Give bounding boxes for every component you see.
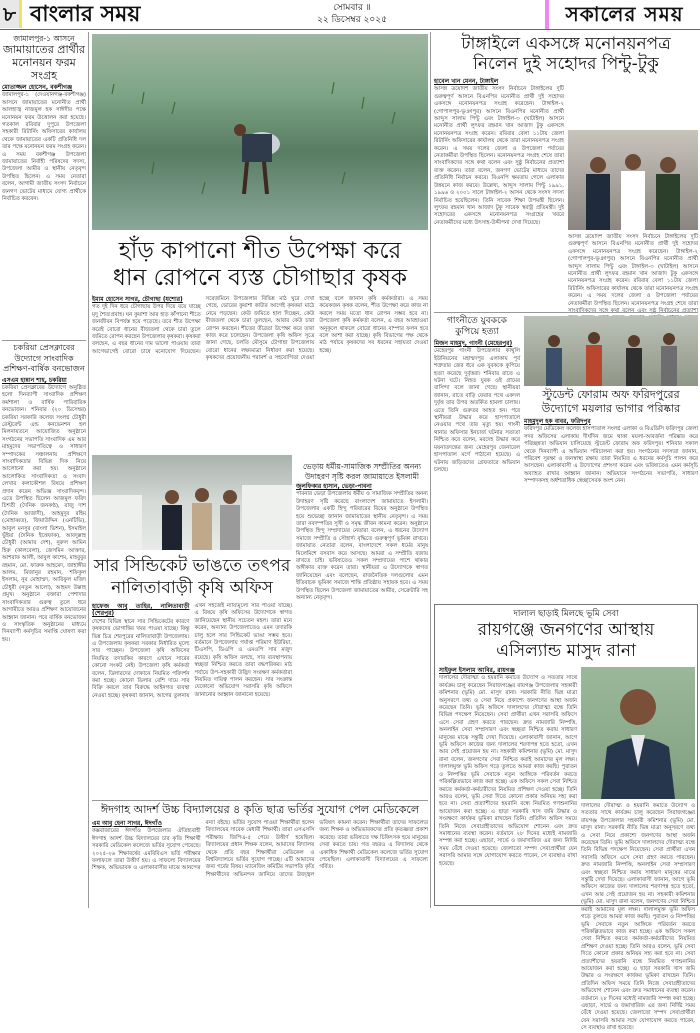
article-byline: ইমাম হোসেন সাগর, চৌগাছা (যশোর) [92, 296, 183, 303]
portrait-illustration [581, 667, 695, 799]
article-body: দালালের দৌরাত্ম্য ও হয়রানি কমাতে উদ্যোগ ও সততার সাথে কার্যক্রম চালু করেছেন সিরাজগঞ্জের রায়গঞ্জ উপজেলার সহকারী কমিশনার (ভূমি) মো. মাসুদ রানা। সরকারি নীতি ভিন্ন মাত্রা অনুসরণে তথ্য ও সেবা নিয়ে প্রকাশ্যে জনগণের আস্থা অর্জন করেছেন তিনি। ভূমি অফিসে দালালদের দৌরাত্ম্য বন্ধে তিনি বিভিন্ন পদক্ষেপ নিয়েছেন। সেবা প্রার্থীরা এখন সরাসরি অফিসে এসে সেবা গ্রহণ করতে পারছেন। দ্রুত নামজারি নিষ্পত্তি, অনলাইন সেবা সম্প্রসারণ এবং স্বচ্ছতা নিশ্চিত করায় সাধারণ মানুষের মাঝে সন্তুষ্টি দেখা দিয়েছে। এলাকাবাসী জানান, আগে ভূমি অফিসে কাজের জন্য দালালের শরণাপন্ন হতে হতো, এখন আর সেই প্রয়োজন হয় না। সহকারী কমিশনার (ভূমি) মো. মাসুদ রানা বলেন, জনগণের সেবা নিশ্চিত করাই আমাদের মূল লক্ষ্য। দালালমুক্ত ভূমি অফিস গড়ে তুলতে আমরা কাজ করছি। পুরাতন ও নিষ্পত্তির ভূমি সেবাকে নতুন আঙ্গিকে পরিবর্তন করতে পরিকল্পিতভাবে কাজ করা হচ্ছে। এক অফিসে সকল সেবা নিশ্চিত করতে কর্মকর্তা-কর্মচারীদের নিয়মিত প্রশিক্ষণ দেওয়া হচ্ছে। তিনি আরও বলেন, ভূমি সেবা দিতে কোনো প্রকার অনিয়ম সহ্য করা হবে না। সেবা প্রত্যাশীদের হয়রানি বন্ধে নিয়মিত গণশুনানির আয়োজন করা হচ্ছে। এ ছাড়া সরকারি খাস জমি উদ্ধার ও সংরক্ষণে কার্যকর ভূমিকা রাখছেন তিনি। প্রতিদিন অফিস সময়ে তিনি নিজে সেবাগ্রহীতাদের অভিযোগ শোনেন এবং দ্রুত সমাধানের ব্যবস্থা করেন। বর্তমানে ২৮ দিনের মধ্যেই নামজারি সম্পন্ন করা হচ্ছে। এছাড়া, সার্ভে ও জমাখারিজ এর জন্য নির্দিষ্ট সময় বেঁধে দেওয়া হয়েছে। জেলাতো সম্পদ সেবাপ্রার্থীরা যেন সরাসরি আমার সঙ্গে যোগাযোগ করতে পারেন, সে ব্যবস্থাও রাখা হয়েছে। [439, 675, 577, 867]
article-headline: চকরিয়া প্রেসক্লাবের উদ্যোগে সাংবাদিক প্রশিক্ষণ-বার্ষিক বনভোজন [3, 343, 85, 373]
candidates-illustration [568, 130, 698, 230]
article-headline-line1: রায়গঞ্জে জনগণের আস্থায় [477, 620, 655, 640]
article-chakaria-press-club[interactable] [2, 343, 86, 907]
article-byline: সাইফুল ইসলাম আবির, রায়গঞ্জ [439, 667, 515, 674]
volunteers-illustration [524, 316, 698, 386]
article-byline: মোতাজ্জল হোসেন, বকশীগঞ্জ [2, 84, 73, 91]
article-body-continued: দালালের দৌরাত্ম্য ও হয়রানি কমাতে উদ্যোগ ও সততার সাথে কার্যক্রম চালু করেছেন সিরাজগঞ্জের রায়গঞ্জ উপজেলার সহকারী কমিশনার (ভূমি) মো. মাসুদ রানা। সরকারি নীতি ভিন্ন মাত্রা অনুসরণে তথ্য ও সেবা নিয়ে প্রকাশ্যে জনগণের আস্থা অর্জন করেছেন তিনি। ভূমি অফিসে দালালদের দৌরাত্ম্য বন্ধে তিনি বিভিন্ন পদক্ষেপ নিয়েছেন। সেবা প্রার্থীরা এখন সরাসরি অফিসে এসে সেবা গ্রহণ করতে পারছেন। দ্রুত নামজারি নিষ্পত্তি, অনলাইন সেবা সম্প্রসারণ এবং স্বচ্ছতা নিশ্চিত করায় সাধারণ মানুষের মাঝে সন্তুষ্টি দেখা দিয়েছে। এলাকাবাসী জানান, আগে ভূমি অফিসে কাজের জন্য দালালের শরণাপন্ন হতে হতো, এখন আর সেই প্রয়োজন হয় না। সহকারী কমিশনার (ভূমি) মো. মাসুদ রানা বলেন, জনগণের সেবা নিশ্চিত করাই আমাদের মূল লক্ষ্য। দালালমুক্ত ভূমি অফিস গড়ে তুলতে আমরা কাজ করছি। পুরাতন ও নিষ্পত্তির ভূমি সেবাকে নতুন আঙ্গিকে পরিবর্তন করতে পরিকল্পিতভাবে কাজ করা হচ্ছে। এক অফিসে সকল সেবা নিশ্চিত করতে কর্মকর্তা-কর্মচারীদের নিয়মিত প্রশিক্ষণ দেওয়া হচ্ছে। তিনি আরও বলেন, ভূমি সেবা দিতে কোনো প্রকার অনিয়ম সহ্য করা হবে না। সেবা প্রত্যাশীদের হয়রানি বন্ধে নিয়মিত গণশুনানির আয়োজন করা হচ্ছে। এ ছাড়া সরকারি খাস জমি উদ্ধার ও সংরক্ষণে কার্যকর ভূমিকা রাখছেন তিনি। প্রতিদিন অফিস সময়ে তিনি নিজে সেবাগ্রহীতাদের অভিযোগ শোনেন এবং দ্রুত সমাধানের ব্যবস্থা করেন। বর্তমানে ২৮ দিনের মধ্যেই নামজারি সম্পন্ন করা হচ্ছে। এছাড়া, সার্ভে ও জমাখারিজ এর জন্য নির্দিষ্ট সময় বেঁধে দেওয়া হয়েছে। জেলাতো সম্পদ সেবাপ্রার্থীরা যেন সরাসরি আমার সঙ্গে যোগাযোগ করতে পারেন, সে ব্যবস্থাও রাখা হয়েছে। [581, 803, 695, 1032]
article-headline-line1: টাঙ্গাইলে একসঙ্গে মনোনয়নপত্র [461, 34, 671, 54]
article-headline-line1: হাঁড় কাপানো শীত উপেক্ষা করে [118, 238, 402, 264]
article-body: গত দুই দিন ধরে চৌগাছায় উপর দিয়ে বয়ে যাচ্ছে মৃদু শৈত্যপ্রবাহ। ঘন কুয়াশা আর হাড় কাঁপানো শীতে জনজীবন বিপর্যস্ত হয়ে পড়েছে। তবে শীত উপেক্ষা করেই বোরো ধানের বীজতলা থেকে চারা তুলে জমিতে রোপন করছেন উপজেলার কৃষকরা। কৃষকরা বলছেন, এ বছর ধানের দাম ভালো পাওয়ায় তারা আগেভাগেই বোরো চাষে মনোযোগ দিয়েছেন। সরেজমিনে উপজেলার বিভিন্ন মাঠ ঘুরে দেখা গেছে, ভোরের কুয়াশা কাটার আগেই কৃষকরা মাঠে নেমে পড়ছেন। কেউ জমিতে হাল দিচ্ছেন, কেউ বীজতলা থেকে চারা তুলছেন, আবার কেউ চারা রোপন করছেন। শীতের তীব্রতা উপেক্ষা করে তারা কাজ করে চলেছেন। উপজেলা কৃষি অফিস সূত্রে জানা গেছে, চলতি মৌসুমে চৌগাছা উপজেলায় বোরো ধানের লক্ষ্যমাত্রা নির্ধারণ করা হয়েছে। কৃষকদের প্রয়োজনীয় পরামর্শ ও সহযোগিতা দেওয়া হচ্ছে বলে জানান কৃষি কর্মকর্তারা। এ সময় কয়েকজন কৃষক বলেন, শীত উপেক্ষা করে কাজ না করলে সময় মতো ধান রোপন সম্ভব হবে না। উপজেলা কৃষি কর্মকর্তা বলেন, এ বছর আবহাওয়া অনুকূলে থাকলে বোরো ধানের বাম্পার ফলন হবে বলে আশা করা যাচ্ছে। কৃষি বিভাগের পক্ষ থেকে মাঠ পর্যায়ে কৃষকদের সব ধরনের সহায়তা দেওয়া হচ্ছে। [92, 296, 428, 362]
article-headline-line1: সার সিন্ডিকেট ভাঙতে তৎপর [93, 556, 291, 576]
article-gangni-murder[interactable] [434, 316, 520, 600]
article-byline: এম আবু হেনা সাগর, ঈদগাঁও [92, 820, 162, 827]
article-tangail-body [434, 78, 564, 310]
article-body: আসন্ন ত্রয়োদশ জাতীয় সংসদ নির্বাচনে টাঙ্গাইলের দুটি গুরুত্বপূর্ণ আসনে বিএনপির মনোনীত প্রার্থী দুই সহোদর একসঙ্গে মনোনয়নপত্র সংগ্রহ করেছেন। টাঙ্গাইল-২ (গোপালপুর-ভূঞাপুর) আসনে বিএনপির মনোনীত প্রার্থী আব্দুস সালাম পিন্টু এবং টাঙ্গাইল-৩ (ঘাটাইল) আসনে মনোনীত প্রার্থী লুৎফর রহমান খান আজাদ টুকু একসঙ্গে মনোনয়নপত্র সংগ্রহ করেন। রবিবার বেলা ১১টায় জেলা রিটার্নিং অফিসারের কার্যালয় থেকে তারা মনোনয়নপত্র সংগ্রহ করেন। এ সময় দলের জেলা ও উপজেলা পর্যায়ের নেতাকর্মীরা উপস্থিত ছিলেন। মনোনয়নপত্র সংগ্রহ শেষে তারা সাংবাদিকদের সঙ্গে কথা বলেন এবং সুষ্ঠু নির্বাচনের প্রত্যাশা ব্যক্ত করেন। তারা বলেন, জনগণ ভোটের মাধ্যমে তাদের প্রতিনিধি নির্বাচন করবে। বিএনপি ক্ষমতায় গেলে এলাকার উন্নয়নে কাজ করবে। উল্লেখ্য, আব্দুস সালাম পিন্টু ১৯৯১, ১৯৯৬ ও ২০০১ সালে টাঙ্গাইল-২ আসন থেকে সংসদ সদস্য নির্বাচিত হয়েছিলেন। তিনি সাবেক শিক্ষা উপমন্ত্রী ছিলেন। লুৎফর রহমান খান আজাদ টুকু সাবেক স্বরাষ্ট্র প্রতিমন্ত্রী। দুই সহোদরের একসঙ্গে মনোনয়নপত্র সংগ্রহের খবরে নেতাকর্মীদের মধ্যে উৎসাহ-উদ্দীপনা দেখা দিয়েছে। [434, 86, 564, 226]
article-jamaat-harmony[interactable] [296, 462, 428, 773]
acland-portrait-photo [581, 667, 695, 799]
column-divider [88, 32, 89, 908]
masthead [0, 0, 700, 30]
article-headline-line2: নালিতাবাড়ী কৃষি অফিস [111, 578, 273, 598]
article-body: পাবনার ভেড়া উপজেলায় ধর্মীয় ও সামাজিক সম্প্রীতির অনন্য উদাহরণ সৃষ্টি করেছে বাংলাদেশ জামায়াতে ইসলামী। উপজেলার একটি হিন্দু পরিবারের বিয়ের অনুষ্ঠানে উপস্থিত হয়ে শুভেচ্ছা জানান জামায়াতের স্থানীয় নেতৃবৃন্দ। এ সময় তারা নবদম্পতির সুখী ও সমৃদ্ধ জীবন কামনা করেন। অনুষ্ঠানে উপস্থিত হিন্দু সম্প্রদায়ের নেতারা বলেন, এ ধরনের উদ্যোগ সমাজে সম্প্রীতি ও সৌহার্দ্য বৃদ্ধিতে গুরুত্বপূর্ণ ভূমিকা রাখবে। জামায়াত নেতারা বলেন, বাংলাদেশে সকল ধর্মের মানুষ মিলেমিশে বসবাস করে আসছে। আমরা এ সম্প্রীতি বজায় রাখতে চাই। ভবিষ্যতেও সকল সম্প্রদায়ের পাশে থাকার অঙ্গীকার ব্যক্ত করেন তারা। স্থানীয়রা এ উদ্যোগকে স্বাগত জানিয়েছেন এবং বলেছেন, রাজনৈতিক দলগুলোর এমন ইতিবাচক ভূমিকা সমাজে শান্তি প্রতিষ্ঠায় সহায়ক হবে। এ সময় উপস্থিত ছিলেন উপজেলা জামায়াতের আমীর, সেক্রেটারি সহ অন্যান্য নেতৃবৃন্দ। [296, 491, 428, 602]
issue-date [262, 2, 442, 26]
article-body-continued: আসন্ন ত্রয়োদশ জাতীয় সংসদ নির্বাচনে টাঙ্গাইলের দুটি গুরুত্বপূর্ণ আসনে বিএনপির মনোনীত প্রার্থী দুই সহোদর একসঙ্গে মনোনয়নপত্র সংগ্রহ করেছেন। টাঙ্গাইল-২ (গোপালপুর-ভূঞাপুর) আসনে বিএনপির মনোনীত প্রার্থী আব্দুস সালাম পিন্টু এবং টাঙ্গাইল-৩ (ঘাটাইল) আসনে মনোনীত প্রার্থী লুৎফর রহমান খান আজাদ টুকু একসঙ্গে মনোনয়নপত্র সংগ্রহ করেন। রবিবার বেলা ১১টায় জেলা রিটার্নিং অফিসারের কার্যালয় থেকে তারা মনোনয়নপত্র সংগ্রহ করেন। এ সময় দলের জেলা ও উপজেলা পর্যায়ের নেতাকর্মীরা উপস্থিত ছিলেন। মনোনয়নপত্র সংগ্রহ শেষে তারা [568, 234, 698, 307]
article-headline: জামায়াতের প্রার্থীর মনোনয়ন ফরম সংগ্রহ [3, 43, 85, 82]
article-headline-line2: উদ্যোগে ময়লার ভাগার পরিষ্কার [541, 402, 681, 415]
article-body: চকরিয়া প্রেসক্লাবের উদ্যোগে অনুষ্ঠিত হলো দিনব্যাপী সাংবাদিক প্রশিক্ষণ কর্মশালা ও বার্ষিক পারিবারিক বনভোজন। শনিবার (২০ ডিসেম্বর) চকরিয়া সরকারি কলেজ সংলগ্ন চৌধুরী রেস্টুরেন্ট এন্ড কনভেনশন হল মিলনায়তনে আয়োজিত অনুষ্ঠানে সংগঠনের সভাপতি সাংবাদিক এম আর মাহমুদের সভাপতিত্বে ও সাধারণ সম্পাদকের সঞ্চালনায় প্রশিক্ষণে সাংবাদিকতার বিভিন্ন দিক নিয়ে আলোচনা করা হয়। অনুষ্ঠানে আলোকিত সাংবাদিকতা ও সংবাদ লেখার কলাকৌশল বিষয়ে প্রশিক্ষণ প্রদান করেন অভিজ্ঞ সাংবাদিকবৃন্দ। এতে উপস্থিত ছিলেন আজমুল ফরিদ চিশতী (দৈনিক জনকণ্ঠ), রাজু দাশ (দৈনিক আজাদী), আহমুদুর রহিম (মোহাব্বত), জিয়াউদ্দিন (এনটিভি), আবুল মনসুর (বাংলা ভিশন), ইসমাইল ভুঁইয়া (দৈনিক ইত্তেফাক), আবদুল্লাহ চৌধুরী (আমার দেশ), নুরুল আমিন হিরু (কালবেলা), জেসমিন আক্তার, আশরাফ আলী, আবুল কাশেম, মাহবুবুর রহমান, মো. ফারুক আহমেদ, জাহাঙ্গীর আলম, মিজানুর রহমান, শফিকুল ইসলাম, নুর মোহাম্মদ, আরিফুল মজিদ চৌধুরী (নতুন আলো), আহমদ উল্লাহ প্রমুখ। অনুষ্ঠানে বক্তারা পেশাদার সাংবাদিকতার গুরুত্ব তুলে ধরে আগামীতে আরও প্রশিক্ষণ আয়োজনের আহ্বান জানান। পরে বার্ষিক বনভোজন ও সাংস্কৃতিক অনুষ্ঠানের মাধ্যমে দিনব্যাপী কর্মসূচির সমাপ্তি ঘোষণা করা হয়। [2, 384, 86, 643]
newspaper-logo: সকালের সময় [545, 0, 700, 29]
article-body: ফরিদপুর মেডিকেল কলেজ হাসপাতাল সংলগ্ন এলাকা ও বিএডিসি ফরিদপুর জেলা সদর অফিসের এলাকায় দীর্ঘদিন জমে থাকা ময়লা-আবর্জনা পরিষ্কার করে পরিচ্ছন্নতা অভিযান চালিয়েছে স্টুডেন্ট ফোরাম অফ ফরিদপুর। শনিবার সকাল থেকে দিনব্যাপী এ অভিযান পরিচালনা করা হয়। সংগঠনের সদস্যরা জানান, পরিবেশ সুরক্ষা ও জনস্বাস্থ্য রক্ষায় তারা নিয়মিত এ ধরনের কর্মসূচি পালন করে আসছেন। এলাকাবাসী এ উদ্যোগের প্রশংসা করেন এবং ভবিষ্যতেও এমন কর্মসূচি অব্যাহত রাখার আহ্বান জানান। অভিযানে সংগঠনের সভাপতি, সাধারণ সম্পাদকসহ অর্ধশতাধিক স্বেচ্ছাসেবক অংশ নেন। [524, 426, 698, 485]
article-byline: হাফেজ আবু তাহির, নালিতাবাড়ী (শেরপুর) [92, 603, 190, 618]
officials-illustration [92, 455, 292, 550]
tangail-nomination-photo [568, 130, 698, 230]
article-kicker: জামালপুর-১ আসনে [13, 34, 75, 43]
article-byline: মিজন মাহমুদ, গাংনী (মেহেরপুর) [434, 340, 513, 347]
divider [2, 340, 86, 341]
article-body: জামালপুর-১ (দেওয়ানগঞ্জ-বকশীগঞ্জ) আসনে জামায়াতের মনোনীত প্রার্থী আলহাজ্ব নাজমুল হক সাঈদীর পক্ষে মনোনয়ন ফরম উত্তোলন করা হয়েছে। গতকাল রবিবার দুপুরে উপজেলা সহকারী রিটার্নিং অফিসারের কার্যালয় থেকে জামায়াতের একটি প্রতিনিধি দল তার পক্ষে মনোনয়ন ফরম সংগ্রহ করেন। এ সময় বকশীগঞ্জ উপজেলা জামায়াতের নির্বাহী পরিষদের সদস্য, উপজেলা আমীর ও স্থানীয় নেতৃবৃন্দ উপস্থিত ছিলেন। এ সময় নেতারা বলেন, আগামী জাতীয় সংসদ নির্বাচনে জনগণ ভোটের মাধ্যমে যোগ্য প্রার্থীকে নির্বাচিত করবেন। [2, 92, 86, 203]
article-tangail-body-cont [568, 234, 698, 310]
article-byline: এসএম হান্নান শাহ, চকরিয়া [2, 376, 67, 384]
article-raiganj-acland[interactable] [434, 604, 698, 1032]
article-byline: মাহমুদুল হক বাবর, ফরিদপুর [524, 418, 591, 425]
article-tangail-nomination[interactable] [434, 34, 698, 74]
article-fertilizer-syndicate[interactable] [92, 555, 292, 753]
article-headline: ভেড়ায় ধর্মীয়-সামাজিক সম্প্রীতির অনন্য উদাহরণ সৃষ্টি করল জামায়াতে ইসলামী [302, 462, 422, 481]
issue-date-text: ২২ ডিসেম্বর ২০২৫ [317, 15, 387, 25]
farmer-planting-illustration [92, 34, 428, 230]
article-faridpur-cleanup[interactable] [524, 388, 698, 598]
article-headline-line2: নিলেন দুই সহোদর পিন্টু-টুকু [473, 54, 659, 74]
column-divider [430, 32, 431, 908]
paddy-field-photo [92, 34, 428, 230]
fertilizer-warehouse-photo [92, 455, 292, 550]
article-byline: হাবেল খান মেনন, টাঙ্গাইল [434, 78, 499, 85]
article-body: মেহেরপুর গাংনী উপজেলার কাথুলি ইউনিয়নের মহাম্মদপুর এলাকায় পূর্ব শত্রুতার জের ধরে এক যুবককে কুপিয়ে হত্যা করেছে দুর্বৃত্তরা। শনিবার রাতে এ ঘটনা ঘটে। নিহত যুবক ওই গ্রামের বাসিন্দা বলে জানা গেছে। স্থানীয়রা জানান, রাতে বাড়ি ফেরার পথে একদল দুর্বৃত্ত তার উপর অতর্কিত হামলা চালায়। এতে তিনি গুরুতর আহত হন। পরে স্থানীয়রা উদ্ধার করে হাসপাতালে নেওয়ার পথে তার মৃত্যু হয়। গাংনী থানার অফিসার ইনচার্জ ঘটনার সত্যতা নিশ্চিত করে বলেন, মরদেহ উদ্ধার করে ময়নাতদন্তের জন্য মেহেরপুর জেনারেল হাসপাতাল মর্গে পাঠানো হয়েছে। এ ঘটনায় জড়িতদের গ্রেফতারে অভিযান চলছে। [434, 348, 520, 473]
article-rice-planting[interactable] [92, 238, 428, 446]
article-medical-admission[interactable] [92, 803, 428, 906]
article-headline-line2: এসিল্যান্ড মাসুদ রানা [496, 641, 636, 661]
article-body: কক্সবাজারের ঈদগাঁও উপজেলার ঐতিহ্যবাহী ঈদগাহ আদর্শ উচ্চ বিদ্যালয়ের চার কৃতি শিক্ষার্থী সরকারি মেডিকেল কলেজে ভর্তির সুযোগ পেয়েছে। ২০২৫-২৬ শিক্ষাবর্ষের এমবিবিএস ভর্তি পরীক্ষার ফলাফলে তারা উত্তীর্ণ হয়। এ সাফল্যে বিদ্যালয়ের শিক্ষক, অভিভাবক ও এলাকাবাসীর মাঝে আনন্দের বন্যা বইছে। ভর্তির সুযোগ পাওয়া শিক্ষার্থীরা হলেন বিদ্যালয়ের সাবেক মেধাবী শিক্ষার্থী। তারা এসএসসি পরীক্ষায় জিপিএ-৫ পেয়ে উত্তীর্ণ হয়েছিল। বিদ্যালয়ের প্রধান শিক্ষক বলেন, আমাদের বিদ্যালয় থেকে প্রতি বছর শিক্ষার্থীরা মেডিকেল ও বিশ্ববিদ্যালয়ে ভর্তির সুযোগ পাচ্ছে। এটি আমাদের জন্য গর্বের বিষয়। ম্যানেজিং কমিটির সভাপতি কৃতি শিক্ষার্থীদের অভিনন্দন জানিয়ে তাদের উজ্জ্বল ভবিষ্যৎ কামনা করেন। শিক্ষার্থীরা তাদের সাফল্যের জন্য শিক্ষক ও অভিভাবকদের প্রতি কৃতজ্ঞতা প্রকাশ করেছে। তারা ভবিষ্যতে দক্ষ চিকিৎসক হয়ে মানুষের সেবা করতে চায়। গত বছরও এ বিদ্যালয় থেকে একাধিক শিক্ষার্থী মেডিকেল কলেজে ভর্তির সুযোগ পেয়েছিল। এলাকাবাসী বিদ্যালয়ের এ সাফল্যে গর্বিত। [92, 820, 428, 878]
issue-day: সোমবার ॥ [333, 3, 371, 13]
article-byline: জুলফিকার হাসান, ভেড়া-পাবনা [296, 483, 372, 490]
article-headline: গাংনীতে যুবককে কুপিয়ে হত্যা [447, 316, 507, 337]
faridpur-cleanup-photo [524, 316, 698, 386]
article-headline-line2: ধান রোপনে ব্যস্ত চৌগাছার কৃষক [113, 265, 407, 291]
article-headline: ঈদগাহ আদর্শ উচ্চ বিদ্যালয়ের ৪ কৃতি ছাত্র ভর্তির সুযোগ পেল মেডিকেলে [100, 803, 420, 816]
article-jamaat-nomination[interactable] [2, 34, 86, 336]
section-title: বাংলার সময় [30, 2, 141, 27]
divider [92, 800, 428, 801]
article-body: দেশের বিভিন্ন স্থানে সার সিন্ডিকেটের কারণে কৃষকদের ভোগান্তির খবর পাওয়া যাচ্ছে। কিন্তু ভিন্ন চিত্র শেরপুরের নালিতাবাড়ী উপজেলায়। এ উপজেলায় কৃষকরা সরকার নির্ধারিত মূল্যে সার পাচ্ছেন। উপজেলা কৃষি অফিসের নিয়মিত তদারকির কারণে এখানে সারের কোনো সংকট নেই। উপজেলা কৃষি কর্মকর্তা বলেন, ডিলারদের দোকানে নিয়মিত পরিদর্শন করা হচ্ছে। কোনো ডিলার বেশি দামে সার বিক্রি করলে তার বিরুদ্ধে আইনগত ব্যবস্থা নেওয়া হচ্ছে। কৃষকরা জানান, আগের তুলনায় এখন সহজেই ন্যায্যমূল্যে সার পাওয়া যাচ্ছে। এ বিষয়ে কৃষি অফিসের উদ্যোগকে স্বাগত জানিয়েছেন স্থানীয় সচেতন মহল। তারা মনে করেন, অন্যান্য উপজেলাতেও এমন তদারকি চালু হলে সার সিন্ডিকেট ভাঙা সম্ভব হবে। বর্তমানে উপজেলায় পর্যাপ্ত পরিমাণ ইউরিয়া, টিএসপি, ডিএপি ও এমওপি সার মজুদ রয়েছে। কৃষি অফিস বলছে, সার ব্যবস্থাপনায় স্বচ্ছতা নিশ্চিত করতে তারা বদ্ধপরিকর। মাঠ পর্যায়ে উপ-সহকারী উদ্ভিদ সংরক্ষণ কর্মকর্তারা নিয়মিত দায়িত্ব পালন করছেন। সার সংক্রান্ত যেকোনো অভিযোগ সরাসরি কৃষি অফিসে জানানোর আহ্বান জানানো হয়েছে। [92, 603, 292, 699]
page-number: ৮ [0, 0, 22, 28]
article-headline-line1: স্টুডেন্ট ফোরাম অফ ফরিদপুরের [542, 388, 680, 401]
article-kicker: দালাল ছাড়াই মিলছে ভূমি সেবা [513, 609, 619, 619]
divider [434, 312, 698, 313]
